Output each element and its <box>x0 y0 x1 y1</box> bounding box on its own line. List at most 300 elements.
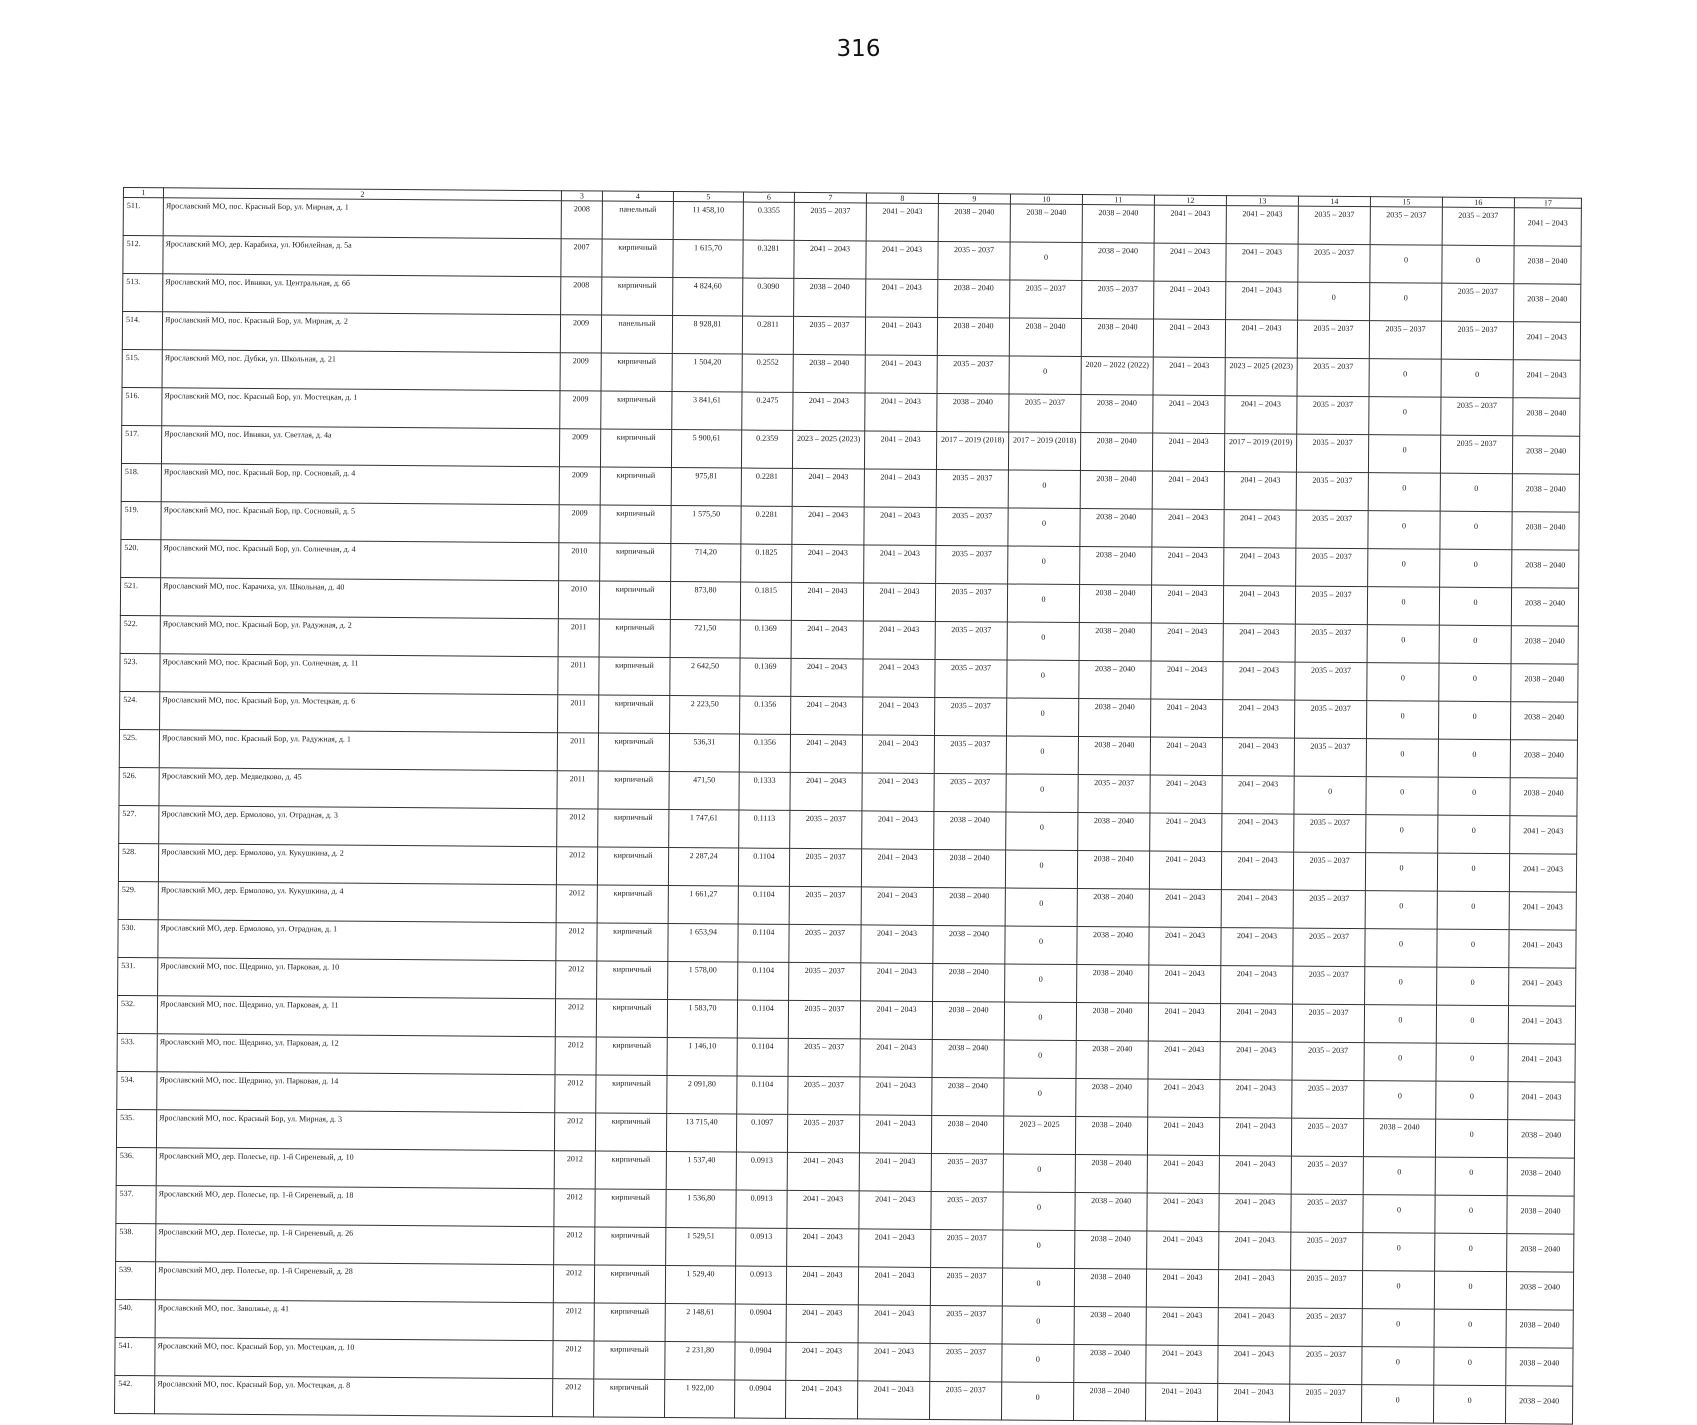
table-cell-col-9: 2038 – 2040 <box>931 1115 1003 1154</box>
table-cell-col-11: 2038 – 2040 <box>1081 395 1153 434</box>
table-cell-col-3: 2012 <box>554 1113 595 1151</box>
table-cell-col-2: Ярославский МО, пос. Дубки, ул. Школьная, д. 21 <box>162 350 560 391</box>
table-cell-col-16: 0 <box>1435 1157 1507 1196</box>
table-cell-col-17: 2041 – 2043 <box>1514 208 1581 246</box>
table-cell-col-4: кирпичный <box>601 391 672 430</box>
table-cell-col-5: 5 900,61 <box>671 430 741 469</box>
table-cell-col-1: 524. <box>120 691 160 729</box>
table-cell-col-12: 2041 – 2043 <box>1152 547 1224 586</box>
table-cell-col-3: 2009 <box>559 467 600 505</box>
table-cell-col-1: 528. <box>118 843 158 881</box>
table-cell-col-11: 2038 – 2040 <box>1080 547 1152 586</box>
table-cell-col-4: кирпичный <box>595 1113 666 1152</box>
table-cell-col-7: 2041 – 2043 <box>791 620 863 659</box>
column-number-6: 6 <box>743 192 794 202</box>
table-cell-col-16: 0 <box>1442 245 1514 284</box>
table-cell-col-15: 0 <box>1363 1195 1435 1234</box>
table-cell-col-14: 2035 – 2037 <box>1292 1080 1364 1119</box>
table-cell-col-16: 0 <box>1435 1195 1507 1234</box>
table-cell-col-7: 2038 – 2040 <box>794 278 866 317</box>
table-cell-col-8: 2041 – 2043 <box>860 1039 932 1078</box>
table-cell-col-12: 2041 – 2043 <box>1148 1003 1220 1042</box>
table-cell-col-17: 2041 – 2043 <box>1509 854 1576 892</box>
table-cell-col-3: 2012 <box>554 1151 595 1189</box>
table-cell-col-12: 2041 – 2043 <box>1150 737 1222 776</box>
table-cell-col-12: 2041 – 2043 <box>1153 357 1225 396</box>
table-cell-col-6: 0.1113 <box>739 810 790 848</box>
table-cell-col-9: 2035 – 2037 <box>936 545 1008 584</box>
table-cell-col-6: 0.2552 <box>742 354 793 392</box>
table-cell-col-7: 2035 – 2037 <box>793 316 865 355</box>
table-cell-col-7: 2041 – 2043 <box>792 544 864 583</box>
table-cell-col-2: Ярославский МО, дер. Карабиха, ул. Юбилейная, д. 5а <box>163 236 561 277</box>
table-cell-col-16: 0 <box>1436 1005 1508 1044</box>
table-cell-col-5: 1 615,70 <box>673 240 743 279</box>
table-cell-col-1: 539. <box>115 1261 155 1299</box>
table-cell-col-11: 2038 – 2040 <box>1076 1041 1148 1080</box>
table-cell-col-2: Ярославский МО, пос. Красный Бор, ул. Мирная, д. 2 <box>162 312 560 353</box>
table-cell-col-2: Ярославский МО, пос. Красный Бор, ул. Мирная, д. 1 <box>163 198 561 239</box>
table-cell-col-9: 2035 – 2037 <box>931 1153 1003 1192</box>
table-cell-col-7: 2041 – 2043 <box>794 240 866 279</box>
table-cell-col-9: 2038 – 2040 <box>938 203 1010 242</box>
table-cell-col-9: 2035 – 2037 <box>934 773 1006 812</box>
table-cell-col-12: 2041 – 2043 <box>1151 623 1223 662</box>
table-cell-col-15: 0 <box>1366 701 1438 740</box>
table-cell-col-4: кирпичный <box>594 1341 665 1380</box>
table-cell-col-10: 0 <box>1007 622 1079 661</box>
table-cell-col-16: 2035 – 2037 <box>1441 397 1513 436</box>
table-cell-col-9: 2035 – 2037 <box>935 583 1007 622</box>
table-cell-col-2: Ярославский МО, пос. Красный Бор, ул. Радужная, д. 1 <box>159 730 557 771</box>
table-cell-col-13: 2041 – 2043 <box>1226 244 1298 283</box>
table-cell-col-4: кирпичный <box>599 657 670 696</box>
table-cell-col-3: 2012 <box>555 999 596 1037</box>
table-cell-col-13: 2041 – 2043 <box>1223 624 1295 663</box>
table-cell-col-9: 2038 – 2040 <box>933 849 1005 888</box>
table-cell-col-13: 2041 – 2043 <box>1219 1156 1291 1195</box>
column-number-1: 1 <box>123 188 163 198</box>
table-cell-col-3: 2011 <box>558 619 599 657</box>
table-cell-col-9: 2038 – 2040 <box>938 279 1010 318</box>
table-cell-col-9: 2035 – 2037 <box>934 735 1006 774</box>
table-cell-col-17: 2041 – 2043 <box>1508 1044 1575 1082</box>
table-cell-col-4: панельный <box>602 201 673 240</box>
table-cell-col-5: 1 537,40 <box>666 1152 736 1191</box>
table-cell-col-4: кирпичный <box>594 1265 665 1304</box>
table-cell-col-12: 2041 – 2043 <box>1151 585 1223 624</box>
table-cell-col-8: 2041 – 2043 <box>866 203 938 242</box>
table-cell-col-6: 0.1104 <box>737 1076 788 1114</box>
table-cell-col-10: 2023 – 2025 <box>1003 1116 1075 1155</box>
table-cell-col-12: 2041 – 2043 <box>1147 1193 1219 1232</box>
table-cell-col-12: 2041 – 2043 <box>1149 927 1221 966</box>
table-cell-col-5: 1 922,00 <box>664 1380 734 1419</box>
table-cell-col-16: 0 <box>1440 473 1512 512</box>
table-cell-col-17: 2038 – 2040 <box>1514 284 1581 322</box>
table-cell-col-13: 2023 – 2025 (2023) <box>1225 358 1297 397</box>
table-cell-col-14: 2035 – 2037 <box>1294 814 1366 853</box>
table-cell-col-6: 0.0913 <box>736 1228 787 1266</box>
table-cell-col-2: Ярославский МО, пос. Ивняки, ул. Светлая, д. 4а <box>161 426 559 467</box>
table-cell-col-11: 2038 – 2040 <box>1075 1193 1147 1232</box>
table-cell-col-16: 0 <box>1440 549 1512 588</box>
table-cell-col-15: 0 <box>1365 967 1437 1006</box>
table-cell-col-1: 518. <box>121 463 161 501</box>
table-cell-col-1: 542. <box>115 1375 155 1413</box>
table-cell-col-8: 2041 – 2043 <box>866 279 938 318</box>
table-cell-col-12: 2041 – 2043 <box>1146 1269 1218 1308</box>
table-cell-col-17: 2038 – 2040 <box>1505 1386 1572 1424</box>
table-cell-col-10: 0 <box>1003 1192 1075 1231</box>
table-cell-col-12: 2041 – 2043 <box>1146 1345 1218 1384</box>
table-cell-col-10: 0 <box>1006 698 1078 737</box>
table-cell-col-15: 0 <box>1368 549 1440 588</box>
table-cell-col-13: 2041 – 2043 <box>1224 472 1296 511</box>
column-number-14: 14 <box>1298 196 1370 207</box>
table-cell-col-17: 2038 – 2040 <box>1507 1234 1574 1272</box>
table-cell-col-7: 2041 – 2043 <box>790 734 862 773</box>
table-cell-col-5: 975,81 <box>671 468 741 507</box>
table-cell-col-8: 2041 – 2043 <box>859 1229 931 1268</box>
table-cell-col-10: 0 <box>1004 1078 1076 1117</box>
table-cell-col-2: Ярославский МО, дер. Полесье, пр. 1-й Сиреневый, д. 28 <box>155 1262 553 1303</box>
column-number-8: 8 <box>866 193 938 204</box>
table-cell-col-6: 0.0904 <box>734 1380 785 1418</box>
table-cell-col-4: кирпичный <box>602 277 673 316</box>
table-cell-col-2: Ярославский МО, пос. Красный Бор, ул. Солнечная, д. 4 <box>161 540 559 581</box>
table-cell-col-13: 2041 – 2043 <box>1219 1194 1291 1233</box>
table-cell-col-15: 0 <box>1368 511 1440 550</box>
table-cell-col-16: 0 <box>1435 1119 1507 1158</box>
table-cell-col-13: 2041 – 2043 <box>1226 206 1298 245</box>
table-cell-col-14: 2035 – 2037 <box>1291 1156 1363 1195</box>
table-cell-col-9: 2035 – 2037 <box>930 1305 1002 1344</box>
table-cell-col-3: 2012 <box>556 847 597 885</box>
table-cell-col-6: 0.1104 <box>737 1000 788 1038</box>
table-cell-col-2: Ярославский МО, пос. Красный Бор, пр. Сосновый, д. 5 <box>161 502 559 543</box>
table-cell-col-1: 536. <box>116 1147 156 1185</box>
table-cell-col-13: 2041 – 2043 <box>1219 1232 1291 1271</box>
table-cell-col-17: 2038 – 2040 <box>1510 778 1577 816</box>
table-cell-col-13: 2041 – 2043 <box>1221 928 1293 967</box>
table-cell-col-17: 2038 – 2040 <box>1511 588 1578 626</box>
table-cell-col-17: 2038 – 2040 <box>1512 512 1579 550</box>
table-cell-col-15: 2035 – 2037 <box>1370 207 1442 246</box>
table-cell-col-2: Ярославский МО, дер. Полесье, пр. 1-й Сиреневый, д. 18 <box>156 1186 554 1227</box>
table-cell-col-8: 2041 – 2043 <box>861 963 933 1002</box>
table-cell-col-6: 0.0913 <box>736 1152 787 1190</box>
table-cell-col-2: Ярославский МО, дер. Медведково, д. 45 <box>159 768 557 809</box>
table-cell-col-12: 2041 – 2043 <box>1147 1231 1219 1270</box>
table-cell-col-7: 2041 – 2043 <box>786 1266 858 1305</box>
table-cell-col-15: 0 <box>1365 929 1437 968</box>
table-cell-col-17: 2038 – 2040 <box>1506 1348 1573 1386</box>
table-cell-col-5: 1 653,94 <box>668 924 738 963</box>
table-cell-col-6: 0.2475 <box>742 392 793 430</box>
table-cell-col-2: Ярославский МО, пос. Красный Бор, ул. Мостецкая, д. 6 <box>160 692 558 733</box>
table-cell-col-3: 2007 <box>561 239 602 277</box>
table-cell-col-7: 2041 – 2043 <box>792 506 864 545</box>
table-cell-col-15: 0 <box>1362 1309 1434 1348</box>
table-cell-col-5: 1 661,27 <box>668 886 738 925</box>
table-cell-col-11: 2038 – 2040 <box>1078 813 1150 852</box>
table-cell-col-5: 13 715,40 <box>666 1114 736 1153</box>
table-cell-col-15: 0 <box>1367 663 1439 702</box>
table-cell-col-2: Ярославский МО, пос. Красный Бор, ул. Мостецкая, д. 8 <box>155 1376 553 1417</box>
column-number-10: 10 <box>1010 194 1082 205</box>
table-cell-col-14: 2035 – 2037 <box>1294 700 1366 739</box>
table-cell-col-7: 2035 – 2037 <box>790 810 862 849</box>
table-cell-col-15: 0 <box>1366 815 1438 854</box>
table-cell-col-15: 0 <box>1362 1271 1434 1310</box>
table-cell-col-10: 2017 – 2019 (2018) <box>1008 432 1080 471</box>
table-cell-col-14: 2035 – 2037 <box>1292 1004 1364 1043</box>
table-cell-col-7: 2035 – 2037 <box>789 886 861 925</box>
table-cell-col-8: 2041 – 2043 <box>858 1343 930 1382</box>
table-cell-col-6: 0.1104 <box>738 886 789 924</box>
table-cell-col-9: 2017 – 2019 (2018) <box>936 431 1008 470</box>
table-cell-col-11: 2038 – 2040 <box>1076 1003 1148 1042</box>
table-cell-col-15: 0 <box>1362 1347 1434 1386</box>
column-number-7: 7 <box>794 192 866 203</box>
table-cell-col-16: 0 <box>1438 739 1510 778</box>
table-cell-col-14: 2035 – 2037 <box>1289 1384 1361 1423</box>
table-cell-col-14: 2035 – 2037 <box>1295 624 1367 663</box>
table-cell-col-11: 2038 – 2040 <box>1082 205 1154 244</box>
table-body <box>115 188 1582 1425</box>
table-cell-col-16: 0 <box>1437 853 1509 892</box>
table-cell-col-3: 2008 <box>561 201 602 239</box>
table-cell-col-2: Ярославский МО, пос. Красный Бор, ул. Мостецкая, д. 10 <box>155 1338 553 1379</box>
table-cell-col-7: 2041 – 2043 <box>786 1304 858 1343</box>
table-cell-col-17: 2041 – 2043 <box>1513 360 1580 398</box>
table-cell-col-4: кирпичный <box>601 353 672 392</box>
table-cell-col-9: 2035 – 2037 <box>938 241 1010 280</box>
table-cell-col-5: 11 458,10 <box>673 202 743 241</box>
table-cell-col-14: 2035 – 2037 <box>1297 396 1369 435</box>
table-cell-col-11: 2038 – 2040 <box>1079 585 1151 624</box>
table-cell-col-6: 0.3355 <box>743 202 794 240</box>
table-cell-col-16: 0 <box>1435 1233 1507 1272</box>
table-cell-col-2: Ярославский МО, пос. Красный Бор, ул. Солнечная, д. 11 <box>160 654 558 695</box>
table-cell-col-8: 2041 – 2043 <box>863 583 935 622</box>
table-cell-col-15: 0 <box>1368 435 1440 474</box>
column-number-3: 3 <box>561 191 602 201</box>
table-cell-col-4: кирпичный <box>597 923 668 962</box>
table-cell-col-9: 2035 – 2037 <box>930 1343 1002 1382</box>
table-cell-col-6: 0.0913 <box>735 1266 786 1304</box>
table-cell-col-8: 2041 – 2043 <box>863 621 935 660</box>
table-cell-col-11: 2038 – 2040 <box>1081 319 1153 358</box>
table-cell-col-11: 2038 – 2040 <box>1077 851 1149 890</box>
table-cell-col-16: 0 <box>1436 1043 1508 1082</box>
table-cell-col-6: 0.1825 <box>741 544 792 582</box>
table-cell-col-5: 1 583,70 <box>667 1000 737 1039</box>
table-cell-col-5: 1 504,20 <box>672 354 742 393</box>
table-cell-col-5: 1 529,40 <box>665 1266 735 1305</box>
table-cell-col-11: 2038 – 2040 <box>1080 433 1152 472</box>
table-cell-col-7: 2035 – 2037 <box>794 202 866 241</box>
table-cell-col-1: 519. <box>121 501 161 539</box>
table-cell-col-9: 2038 – 2040 <box>933 963 1005 1002</box>
table-cell-col-13: 2041 – 2043 <box>1217 1384 1289 1423</box>
table-cell-col-6: 0.2811 <box>742 316 793 354</box>
table-cell-col-1: 517. <box>121 425 161 463</box>
table-cell-col-2: Ярославский МО, дер. Ермолово, ул. Отрадная, д. 3 <box>159 806 557 847</box>
table-cell-col-9: 2035 – 2037 <box>929 1381 1001 1420</box>
table-cell-col-11: 2038 – 2040 <box>1078 699 1150 738</box>
table-cell-col-5: 721,50 <box>670 620 740 659</box>
table-cell-col-3: 2009 <box>560 315 601 353</box>
table-cell-col-10: 0 <box>1008 508 1080 547</box>
table-cell-col-6: 0.3090 <box>743 278 794 316</box>
table-cell-col-1: 514. <box>122 312 162 350</box>
table-cell-col-9: 2038 – 2040 <box>937 393 1009 432</box>
table-cell-col-3: 2009 <box>559 505 600 543</box>
table-cell-col-6: 0.1104 <box>738 848 789 886</box>
table-cell-col-12: 2041 – 2043 <box>1154 205 1226 244</box>
table-cell-col-10: 0 <box>1006 774 1078 813</box>
table-cell-col-4: кирпичный <box>600 543 671 582</box>
table-cell-col-5: 1 536,80 <box>666 1190 736 1229</box>
table-cell-col-11: 2020 – 2022 (2022) <box>1081 357 1153 396</box>
table-cell-col-4: кирпичный <box>598 771 669 810</box>
table-cell-col-8: 2041 – 2043 <box>857 1381 929 1420</box>
table-cell-col-7: 2035 – 2037 <box>788 1038 860 1077</box>
table-cell-col-9: 2038 – 2040 <box>933 887 1005 926</box>
table-cell-col-9: 2038 – 2040 <box>934 811 1006 850</box>
table-cell-col-4: кирпичный <box>597 961 668 1000</box>
table-cell-col-15: 0 <box>1367 587 1439 626</box>
table-cell-col-4: кирпичный <box>600 467 671 506</box>
table-cell-col-5: 2 231,80 <box>665 1342 735 1381</box>
table-cell-col-12: 2041 – 2043 <box>1153 395 1225 434</box>
table-cell-col-16: 0 <box>1433 1385 1505 1424</box>
table-cell-col-5: 2 148,61 <box>665 1304 735 1343</box>
table-cell-col-10: 0 <box>1005 964 1077 1003</box>
table-cell-col-6: 0.2359 <box>741 430 792 468</box>
table-cell-col-11: 2038 – 2040 <box>1073 1383 1145 1422</box>
table-cell-col-16: 0 <box>1438 701 1510 740</box>
table-cell-col-8: 2041 – 2043 <box>859 1191 931 1230</box>
table-cell-col-5: 471,50 <box>669 772 739 811</box>
table-cell-col-3: 2010 <box>559 543 600 581</box>
column-number-11: 11 <box>1082 195 1154 206</box>
table-cell-col-12: 2041 – 2043 <box>1152 509 1224 548</box>
table-cell-col-16: 2035 – 2037 <box>1442 207 1514 246</box>
table-cell-col-12: 2041 – 2043 <box>1147 1117 1219 1156</box>
table-cell-col-11: 2038 – 2040 <box>1079 661 1151 700</box>
table-cell-col-12: 2041 – 2043 <box>1154 243 1226 282</box>
table-cell-col-14: 2035 – 2037 <box>1296 548 1368 587</box>
table-cell-col-8: 2041 – 2043 <box>866 241 938 280</box>
table-cell-col-15: 2035 – 2037 <box>1369 321 1441 360</box>
table-cell-col-10: 0 <box>1002 1344 1074 1383</box>
table-cell-col-10: 0 <box>1003 1154 1075 1193</box>
table-cell-col-1: 537. <box>116 1185 156 1223</box>
column-number-5: 5 <box>673 192 743 203</box>
table-cell-col-14: 2035 – 2037 <box>1296 472 1368 511</box>
table-cell-col-3: 2012 <box>552 1379 593 1417</box>
column-number-9: 9 <box>938 193 1010 204</box>
table-cell-col-7: 2041 – 2043 <box>785 1380 857 1419</box>
table-cell-col-12: 2041 – 2043 <box>1148 1079 1220 1118</box>
table-cell-col-10: 0 <box>1008 546 1080 585</box>
table-cell-col-6: 0.0904 <box>735 1304 786 1342</box>
table-cell-col-16: 2035 – 2037 <box>1440 435 1512 474</box>
table-cell-col-17: 2038 – 2040 <box>1507 1196 1574 1234</box>
table-cell-col-2: Ярославский МО, пос. Карачиха, ул. Школьная, д. 40 <box>160 578 558 619</box>
table-cell-col-8: 2041 – 2043 <box>860 1001 932 1040</box>
table-cell-col-12: 2041 – 2043 <box>1149 851 1221 890</box>
table-cell-col-12: 2041 – 2043 <box>1145 1383 1217 1422</box>
table-cell-col-8: 2041 – 2043 <box>863 659 935 698</box>
table-cell-col-12: 2041 – 2043 <box>1146 1307 1218 1346</box>
table-cell-col-13: 2041 – 2043 <box>1218 1346 1290 1385</box>
table-cell-col-5: 2 287,24 <box>668 848 738 887</box>
table-cell-col-17: 2038 – 2040 <box>1512 550 1579 588</box>
table-cell-col-14: 2035 – 2037 <box>1291 1232 1363 1271</box>
table-cell-col-5: 1 747,61 <box>669 810 739 849</box>
table-cell-col-9: 2038 – 2040 <box>933 925 1005 964</box>
table-cell-col-13: 2041 – 2043 <box>1221 890 1293 929</box>
table-cell-col-4: кирпичный <box>599 619 670 658</box>
table-cell-col-16: 0 <box>1440 511 1512 550</box>
table-cell-col-1: 530. <box>118 919 158 957</box>
table-cell-col-7: 2041 – 2043 <box>793 392 865 431</box>
table-cell-col-6: 0.2281 <box>741 506 792 544</box>
table-cell-col-2: Ярославский МО, дер. Ермолово, ул. Кукушкина, д. 2 <box>158 844 556 885</box>
table-cell-col-16: 0 <box>1434 1347 1506 1386</box>
table-cell-col-10: 0 <box>1007 660 1079 699</box>
table-cell-col-9: 2035 – 2037 <box>935 697 1007 736</box>
table-cell-col-7: 2035 – 2037 <box>789 924 861 963</box>
table-cell-col-2: Ярославский МО, пос. Ивняки, ул. Центральная, д. 6б <box>163 274 561 315</box>
table-cell-col-11: 2038 – 2040 <box>1077 927 1149 966</box>
table-cell-col-9: 2035 – 2037 <box>937 355 1009 394</box>
table-cell-col-16: 2035 – 2037 <box>1442 283 1514 322</box>
table-cell-col-15: 0 <box>1363 1157 1435 1196</box>
table-cell-col-6: 0.1369 <box>740 658 791 696</box>
table-cell-col-4: кирпичный <box>596 1037 667 1076</box>
column-number-16: 16 <box>1442 197 1514 208</box>
table-cell-col-2: Ярославский МО, пос. Красный Бор, ул. Радужная, д. 2 <box>160 616 558 657</box>
table-cell-col-17: 2038 – 2040 <box>1510 740 1577 778</box>
table-cell-col-13: 2041 – 2043 <box>1225 396 1297 435</box>
table-cell-col-17: 2041 – 2043 <box>1510 816 1577 854</box>
table-cell-col-11: 2038 – 2040 <box>1076 1079 1148 1118</box>
table-cell-col-6: 0.1369 <box>740 620 791 658</box>
table-cell-col-12: 2041 – 2043 <box>1148 1041 1220 1080</box>
table-cell-col-9: 2038 – 2040 <box>932 1077 1004 1116</box>
table-cell-col-3: 2011 <box>557 771 598 809</box>
table-cell-col-14: 2035 – 2037 <box>1297 320 1369 359</box>
table-cell-col-12: 2041 – 2043 <box>1150 699 1222 738</box>
table-cell-col-8: 2041 – 2043 <box>864 469 936 508</box>
table-cell-col-1: 540. <box>115 1299 155 1337</box>
table-cell-col-11: 2038 – 2040 <box>1077 965 1149 1004</box>
table-cell-col-9: 2035 – 2037 <box>936 469 1008 508</box>
table-cell-col-2: Ярославский МО, пос. Красный Бор, пр. Сосновый, д. 4 <box>161 464 559 505</box>
table-cell-col-14: 2035 – 2037 <box>1290 1308 1362 1347</box>
table-cell-col-1: 534. <box>117 1071 157 1109</box>
table-cell-col-14: 2035 – 2037 <box>1291 1194 1363 1233</box>
table-cell-col-17: 2038 – 2040 <box>1512 474 1579 512</box>
table-cell-col-13: 2041 – 2043 <box>1220 1042 1292 1081</box>
table-cell-col-13: 2041 – 2043 <box>1222 700 1294 739</box>
table-cell-col-2: Ярославский МО, пос. Заволжье, д. 41 <box>155 1300 553 1341</box>
